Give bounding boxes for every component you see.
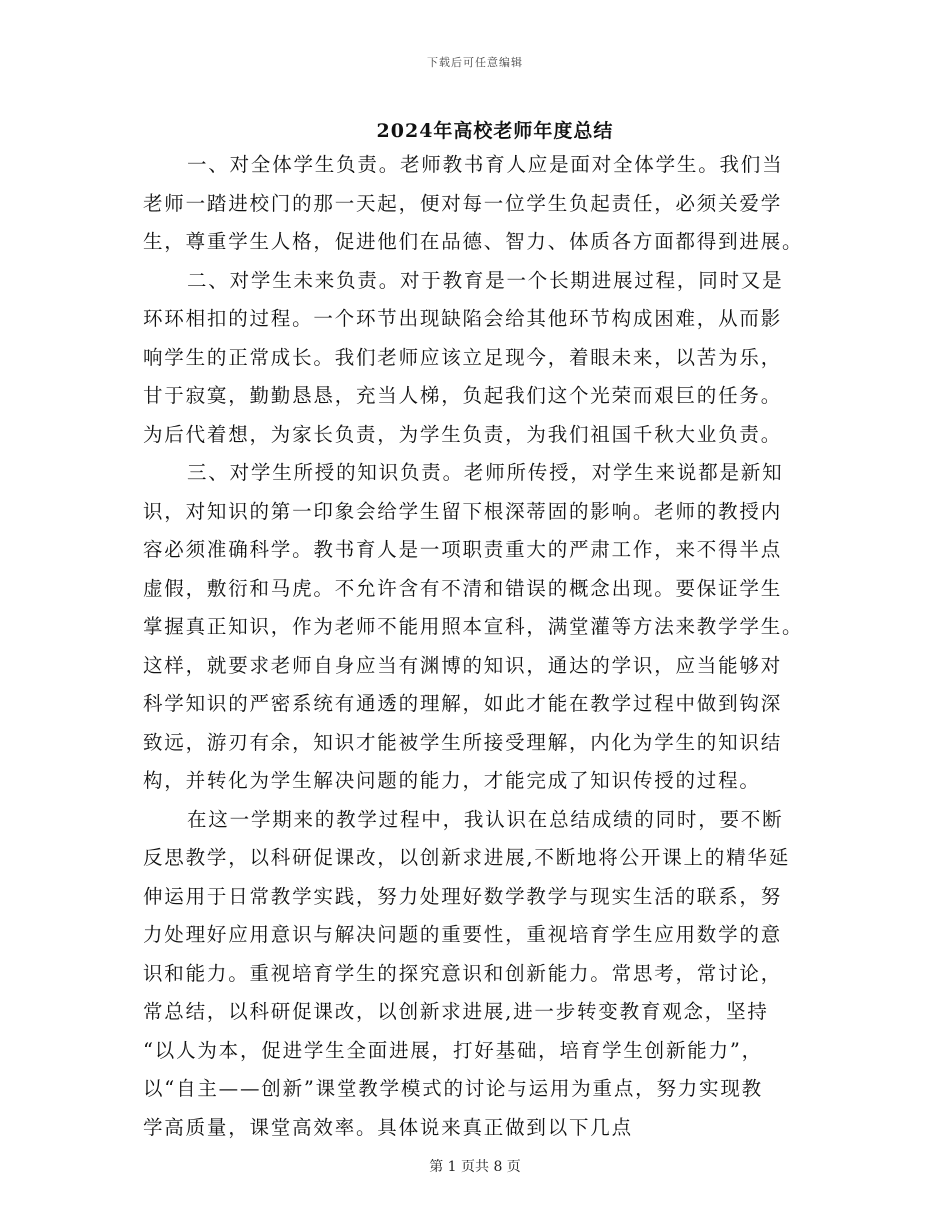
body-line: 虚假，敷衍和马虎。不允许含有不清和错误的概念出现。要保证学生: [143, 576, 783, 600]
body-line: 反思教学，以科研促课改，以创新求进展,不断地将公开课上的精华延: [143, 846, 790, 869]
document-title: 2024年高校老师年度总结: [376, 120, 614, 142]
body-line: 三、对学生所授的知识负责。老师所传授，对学生来说都是新知: [187, 461, 784, 484]
body-line: 掌握真正知识，作为老师不能用照本宣科，满堂灌等方法来教学学生。: [143, 615, 804, 638]
body-line: 老师一踏进校门的那一天起，便对每一位学生负起责任，必须关爱学: [143, 191, 783, 215]
body-line: 响学生的正常成长。我们老师应该立足现今，着眼未来，以苦为乐，: [143, 345, 783, 369]
body-line: 这样，就要求老师自身应当有渊博的知识，通达的学识，应当能够对: [143, 653, 783, 677]
body-line: 以“自主——创新”课堂教学模式的讨论与运用为重点，努力实现教: [143, 1077, 763, 1100]
body-line: 构，并转化为学生解决问题的能力，才能完成了知识传授的过程。: [143, 769, 761, 792]
body-line: 在这一学期来的教学过程中，我认识在总结成绩的同时，要不断: [187, 807, 784, 831]
body-line: 一、对全体学生负责。老师教书育人应是面对全体学生。我们当: [187, 153, 784, 176]
body-line: 力处理好应用意识与解决问题的重要性，重视培育学生应用数学的意: [143, 923, 783, 946]
body-line: 为后代着想，为家长负责，为学生负责，为我们祖国千秋大业负责。: [143, 422, 783, 446]
page-footer: 第 1 页共 8 页: [429, 1159, 521, 1175]
body-line: 伸运用于日常教学实践，努力处理好数学教学与现实生活的联系，努: [143, 884, 783, 908]
body-line: 学高质量，课堂高效率。具体说来真正做到以下几点: [143, 1115, 633, 1139]
body-line: 二、对学生未来负责。对于教育是一个长期进展过程，同时又是: [187, 268, 784, 292]
body-line: “以人为本，促进学生全面进展，打好基础，培育学生创新能力”，: [143, 1038, 763, 1062]
body-line: 识和能力。重视培育学生的探究意识和创新能力。常思考，常讨论，: [143, 961, 783, 985]
body-line: 环环相扣的过程。一个环节出现缺陷会给其他环节构成困难，从而影: [143, 307, 783, 330]
body-line: 常总结，以科研促课改，以创新求进展,进一步转变教育观念，坚持: [143, 1000, 769, 1023]
body-line: 识，对知识的第一印象会给学生留下根深蒂固的影响。老师的教授内: [143, 499, 783, 523]
body-line: 科学知识的严密系统有通透的理解，如此才能在教学过程中做到钩深: [143, 692, 783, 715]
body-line: 甘于寂寞，勤勤恳恳，充当人梯，负起我们这个光荣而艰巨的任务。: [143, 384, 783, 407]
document-body: [143, 146, 811, 1147]
page-header-note: 下载后可任意编辑: [427, 56, 523, 69]
body-line: 生，尊重学生人格，促进他们在品德、智力、体质各方面都得到进展。: [143, 230, 804, 253]
body-line: 容必须准确科学。教书育人是一项职责重大的严肃工作，来不得半点: [143, 538, 783, 561]
body-line: 致远，游刃有余，知识才能被学生所接受理解，内化为学生的知识结: [143, 730, 783, 754]
